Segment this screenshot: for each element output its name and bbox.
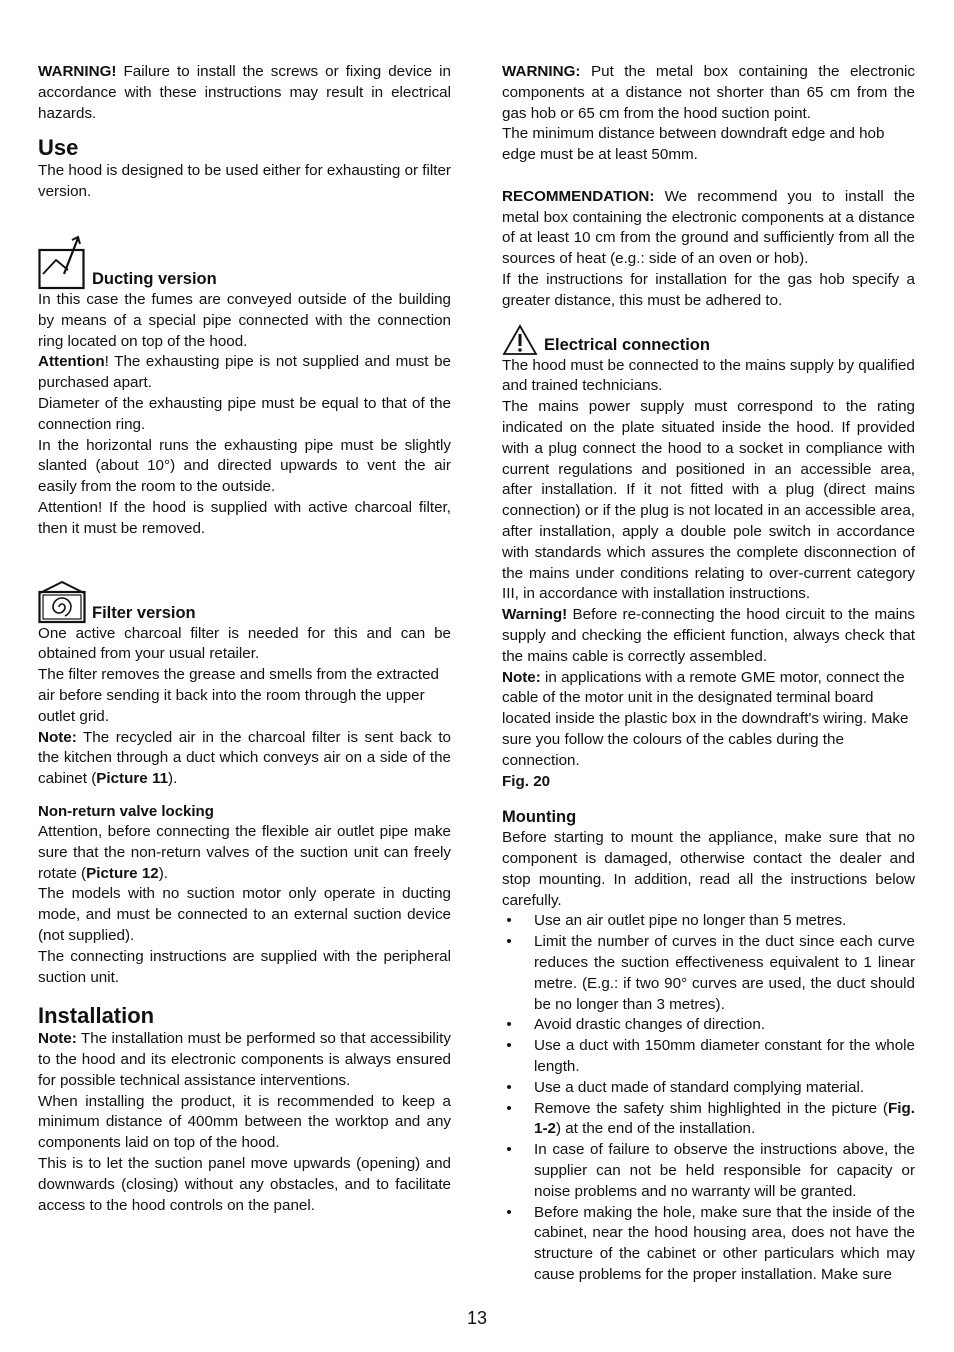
bullet-text: Use a duct made of standard complying material. — [534, 1078, 865, 1096]
bullet-text-a: Remove the safety shim highlighted in the picture ( — [534, 1099, 888, 1117]
electrical-paragraph-1: The hood must be connected to the mains supply by qualified and trained technicians. — [502, 356, 915, 395]
use-text: The hood is designed to be used either for exhausting or filter version. — [38, 162, 451, 201]
bullet-text: Avoid drastic changes of direction. — [534, 1016, 766, 1034]
bullet-text-b: ) at the end of the installation. — [555, 1120, 756, 1138]
electrical-heading-row — [502, 324, 915, 356]
filter-heading-row — [38, 580, 451, 624]
recommendation-label: RECOMMENDATION: — [502, 187, 655, 205]
mounting-heading: Mounting — [502, 808, 577, 827]
ducting-heading-row — [38, 234, 451, 290]
list-item — [502, 932, 915, 1015]
bullet-mark: • — [506, 1037, 512, 1055]
electrical-note-line-4: sure you follow the colours of the cables during the — [502, 730, 844, 748]
warning-paragraph — [38, 62, 451, 124]
valve-text-a: Attention, before connecting the flexible air outlet pipe make sure that the non-return valves of the suction unit can freely rotate ( — [38, 822, 451, 882]
electrical-note-line-1: in applications with a remote GME motor, connect the — [540, 668, 905, 686]
valve-heading: Non-return valve locking — [38, 802, 214, 820]
installation-paragraph-2: When installing the product, it is recommended to keep a minimum distance of 400mm between the worktop and any components laid on top of the hood. — [38, 1092, 451, 1152]
bullet-text: In case of failure to observe the instructions above, the supplier can not be held responsible for capacity or noise problems and no warranty will be granted. — [534, 1141, 915, 1200]
valve-text-b: ). — [158, 864, 169, 882]
list-item — [502, 1203, 915, 1286]
bullet-mark: • — [506, 1203, 512, 1221]
filter-note-label: Note: — [38, 728, 77, 746]
ducting-attention-text: ! The exhausting pipe is not supplied and must be purchased apart. — [38, 353, 451, 392]
bullet-mark: • — [506, 933, 512, 951]
bullet-mark: • — [506, 1078, 512, 1096]
bullet-text: Limit the number of curves in the duct since each curve reduces the suction effectiveness equivalent to 1 linear metre. (E.g.: if two 90° curves are used, the duct should be no longer than 3 metres). — [534, 933, 915, 1013]
installation-note-paragraph — [38, 1029, 451, 1091]
filter-heading: Filter version — [92, 603, 196, 622]
ducting-paragraph-3: Diameter of the exhausting pipe must be equal to that of the connection ring. — [38, 394, 451, 433]
valve-ref: Picture 12 — [86, 864, 159, 882]
bullet-text: Use an air outlet pipe no longer than 5 metres. — [534, 912, 847, 930]
ducting-heading: Ducting version — [92, 269, 217, 288]
installation-note-text: The installation must be performed so that accessibility to the hood and its electronic components is always ensured for possible technical assistance interventions. — [38, 1030, 451, 1089]
filter-note-text-a: The recycled air in the charcoal filter is sent back to the kitchen through a duct which conveys air on a side of the cabinet ( — [38, 728, 451, 788]
downdraft-line-2: edge must be at least 50mm. — [502, 146, 698, 164]
filter-note-ref: Picture 11 — [96, 770, 169, 788]
bullet-text: Use a duct with 150mm diameter constant for the whole length. — [534, 1037, 915, 1076]
warning-triangle-icon — [502, 324, 538, 356]
ducting-paragraph-1: In this case the fumes are conveyed outside of the building by means of a special pipe connected with the connection ring located on top of the hood. — [38, 290, 451, 350]
use-heading: Use — [38, 135, 79, 161]
electrical-paragraph-2: The mains power supply must correspond to the rating indicated on the plate situated inside the hood. If provided with a plug connect the hood to a socket in compliance with current regulations and positioned in an accessible area, after installation. If it not fitted with a plug (direct mains connection) or if the plug is not located in an accessible area, after installation, apply a double pole switch in accordance with standards which assures the complete disconnection of the mains under conditions relating to over-current category III, in accordance with installation instructions. — [502, 398, 915, 603]
list-item — [502, 1078, 915, 1099]
downdraft-line-1: The minimum distance between downdraft edge and hob — [502, 125, 885, 143]
list-item — [502, 1099, 915, 1141]
right-warning-text: Put the metal box containing the electronic components at a distance not shorter than 65 cm from the gas hob or 65 cm from the hood suction point. — [502, 63, 915, 122]
bullet-mark: • — [506, 1099, 512, 1117]
ducting-attention-label: Attention — [38, 353, 105, 371]
fig-20-label: Fig. 20 — [502, 772, 551, 790]
recommendation-paragraph-2: If the instructions for installation for the gas hob specify a greater distance, this must be adhered to. — [502, 270, 915, 309]
valve-paragraph-2: The models with no suction motor only operate in ducting mode, and must be connected to an external suction device (not supplied). — [38, 885, 451, 944]
valve-paragraph-1 — [38, 822, 451, 884]
filter-paragraph-2: The filter removes the grease and smells from the extracted air before sending it back into the room through the upper outlet grid. — [38, 666, 439, 725]
right-column — [502, 62, 915, 1286]
list-item — [502, 1015, 915, 1036]
filter-note-text-b: ). — [168, 770, 178, 788]
bullet-mark: • — [506, 1016, 512, 1034]
electrical-heading: Electrical connection — [544, 335, 710, 354]
warning-label: WARNING! — [38, 63, 117, 80]
installation-paragraph-3: This is to let the suction panel move upwards (opening) and downwards (closing) without any obstacles, and to facilitate access to the hood controls on the panel. — [38, 1155, 451, 1214]
electrical-warning-label: Warning! — [502, 606, 568, 624]
right-warning-paragraph — [502, 62, 915, 124]
electrical-note-line-5: connection. — [502, 751, 580, 769]
ducting-paragraph-4: In the horizontal runs the exhausting pipe must be slightly slanted (about 10°) and directed upwards to vent the air easily from the room to the outside. — [38, 436, 451, 496]
bullet-ref: Fig. 1-2 — [534, 1099, 915, 1138]
valve-paragraph-3: The connecting instructions are supplied with the peripheral suction unit. — [38, 947, 451, 986]
list-item — [502, 911, 915, 932]
electrical-note-label: Note: — [502, 668, 541, 686]
electrical-warning-paragraph — [502, 605, 915, 667]
filter-icon — [38, 580, 86, 624]
right-warning-label: WARNING: — [502, 63, 581, 80]
recommendation-paragraph — [502, 187, 915, 270]
electrical-warning-text: Before re-connecting the hood circuit to the mains supply and checking the efficient function, always check that the mains cable is correctly assembled. — [502, 606, 915, 665]
filter-paragraph-1: One active charcoal filter is needed for this and can be obtained from your usual retailer. — [38, 624, 451, 663]
mounting-bullet-list — [502, 911, 915, 1285]
ducting-attention-paragraph — [38, 352, 451, 394]
electrical-note-line-3: located inside the plastic box in the downdraft's wiring. Make — [502, 710, 909, 728]
left-column — [38, 62, 451, 1216]
bullet-mark: • — [506, 1141, 512, 1159]
ducting-paragraph-5: Attention! If the hood is supplied with active charcoal filter, then it must be removed. — [38, 498, 451, 537]
electrical-note-paragraph — [502, 668, 915, 772]
bullet-mark: • — [506, 912, 512, 930]
electrical-note-line-2: cable of the motor unit in the designated terminal board — [502, 689, 874, 707]
recommendation-text: We recommend you to install the metal box containing the electronic components at a distance of at least 10 cm from the ground and sufficiently from all the sources of heat (e.g.: side of an oven or hob). — [502, 187, 915, 268]
mounting-paragraph-1: Before starting to mount the appliance, make sure that no component is damaged, otherwise contact the dealer and stop mounting. In addition, read all the instructions below carefully. — [502, 829, 915, 909]
ducting-icon — [38, 234, 86, 290]
installation-note-label: Note: — [38, 1030, 77, 1048]
bullet-text: Before making the hole, make sure that the inside of the cabinet, near the hood housing area, does not have the structure of the cabinet or other particulars which may cause problems for the proper installation. Make sure — [534, 1203, 915, 1284]
installation-heading: Installation — [38, 1003, 155, 1029]
page-number: 13 — [466, 1308, 488, 1328]
filter-note-paragraph — [38, 728, 451, 790]
list-item — [502, 1140, 915, 1202]
list-item — [502, 1036, 915, 1078]
downdraft-distance-paragraph — [502, 124, 915, 166]
warning-text: Failure to install the screws or fixing device in accordance with these instructions may result in electrical hazards. — [38, 63, 451, 122]
